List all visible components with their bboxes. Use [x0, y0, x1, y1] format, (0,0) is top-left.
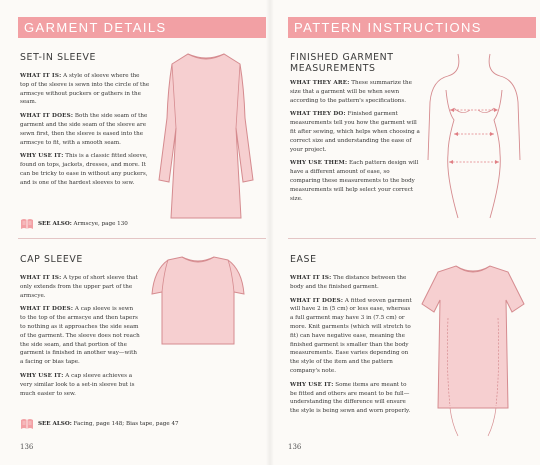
- para-text: A cap sleeve is sewn to the top of the armscye and then tapers to nothing as it approaches the side seam of the garment. The sleeve does not reach the side seam, and that portion of the garment is finished in another way—with a facing or bias tape.: [20, 306, 140, 366]
- ease-section: [290, 254, 412, 416]
- para-text: Finished garment measurements tell you how the garment will fit after sewing, which helps when choosing a correct size and understanding the ease of your project.: [290, 111, 420, 153]
- para-label: WHY USE IT:: [20, 372, 64, 379]
- para-label: WHAT IT IS:: [20, 73, 62, 79]
- section-title: SET-IN SLEEVE: [20, 52, 97, 63]
- book-icon: [20, 218, 34, 230]
- ease-top-illustration: [416, 258, 530, 438]
- para-text: Both the side seam of the garment and the side seam of the sleeve are sewn first, then the sleeve is eased into the armscye to fit, with a smooth seam.: [20, 113, 148, 146]
- cap-sleeve-top-illustration: [142, 252, 254, 362]
- para-text: Some items are meant to be fitted and others are meant to be full—understanding the difference will ensure the style is being sewn and worn properly.: [290, 381, 411, 415]
- dress-illustration: [150, 48, 262, 226]
- para-label: WHAT IT IS:: [20, 275, 62, 281]
- see-also-text: Facing, page 148; Bias tape, page 47: [71, 421, 179, 427]
- definition-paragraph: [290, 79, 420, 105]
- right-page: [270, 0, 540, 465]
- para-text: Each pattern design will have a different amount of ease, so comparing these measurements to the body measurements will help select your correct size.: [290, 160, 419, 202]
- para-label: WHY USE IT:: [20, 153, 64, 160]
- body-measurement-illustration: [418, 50, 530, 220]
- function-paragraph: [20, 305, 140, 367]
- para-label: WHAT IT DOES:: [20, 113, 74, 120]
- usage-paragraph: [290, 381, 412, 416]
- para-label: WHAT IT IS:: [290, 275, 332, 281]
- see-also-label: SEE ALSO:: [38, 421, 72, 427]
- definition-paragraph: [20, 72, 150, 107]
- book-icon: [20, 418, 34, 430]
- usage-paragraph: [290, 159, 420, 203]
- para-text: A type of short sleeve that only extends from the upper part of the armscye.: [20, 275, 138, 299]
- see-also-text: Armscye, page 130: [71, 221, 128, 227]
- usage-paragraph: [20, 152, 150, 187]
- para-text: This is a classic fitted sleeve, found on tops, jackets, dresses, and more. It can be tricky to ease in without any puckers, and is one of the hardest sleeves to sew.: [20, 153, 148, 186]
- para-label: WHAT IT DOES:: [290, 297, 344, 304]
- para-label: WHAT IT DOES:: [20, 306, 74, 313]
- para-label: WHY USE THEM:: [290, 160, 348, 167]
- section-divider: [288, 238, 536, 239]
- set-in-sleeve-section: [20, 52, 150, 188]
- section-banner: GARMENT DETAILS: [18, 17, 266, 38]
- see-also-label: SEE ALSO:: [38, 221, 72, 227]
- para-label: WHAT THEY DO:: [290, 111, 346, 118]
- definition-paragraph: [290, 274, 412, 292]
- para-text: The distance between the body and the finished garment.: [290, 275, 407, 290]
- para-text: A cap sleeve achieves a very similar look to a set-in sleeve but is much easier to sew.: [20, 372, 135, 397]
- page-number: 136: [20, 443, 34, 451]
- see-also-note: [20, 418, 265, 430]
- function-paragraph: [290, 110, 420, 154]
- definition-paragraph: [20, 274, 140, 300]
- para-text: A fitted woven garment will have 2 in (5 cm) or less ease, whereas a full garment may have 3 in (7.5 cm) or more. Knit garments (which will stretch to fit) can have negative ease, meaning the finished garment is smaller than the body measurements. Ease varies depending on the style of the item and the pattern company's note.: [290, 297, 412, 374]
- section-title: FINISHED GARMENT MEASUREMENTS: [290, 52, 394, 74]
- para-text: A style of sleeve where the top of the sleeve is sewn into the circle of the armscye without puckers or gathers in the seam.: [20, 73, 150, 106]
- finished-measurements-section: [290, 52, 420, 203]
- section-title: CAP SLEEVE: [20, 254, 83, 265]
- page-number: 136: [288, 443, 302, 451]
- para-label: WHY USE IT:: [290, 381, 334, 388]
- function-paragraph: [20, 112, 150, 147]
- section-banner: PATTERN INSTRUCTIONS: [288, 17, 536, 38]
- function-paragraph: [290, 297, 412, 376]
- section-title: EASE: [290, 254, 317, 265]
- cap-sleeve-section: [20, 254, 140, 398]
- usage-paragraph: [20, 372, 140, 398]
- para-label: WHAT THEY ARE:: [290, 80, 350, 86]
- para-text: These summarize the size that a garment will be when sewn according to the pattern's specifications.: [290, 80, 412, 104]
- section-divider: [18, 238, 266, 239]
